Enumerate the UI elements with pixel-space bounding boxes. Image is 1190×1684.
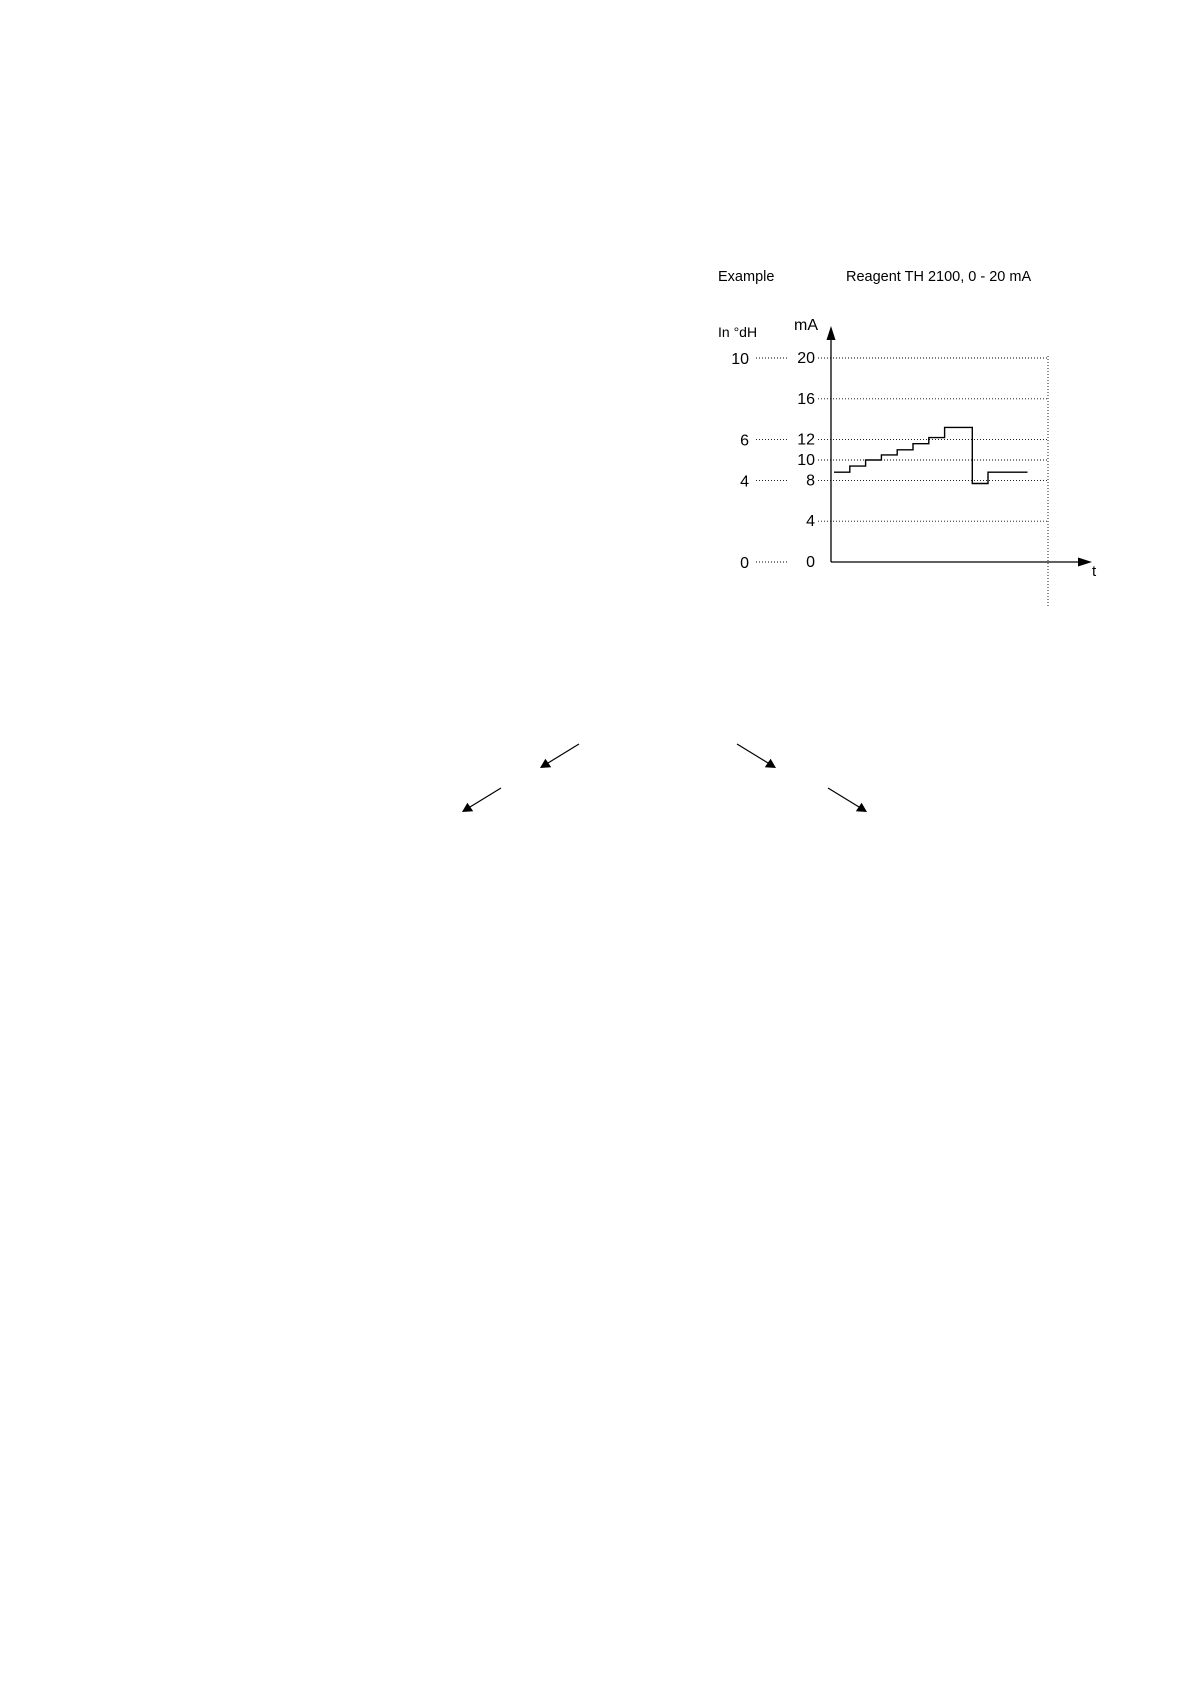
series-line bbox=[834, 427, 1028, 483]
secondary-y-tick-label: 6 bbox=[740, 432, 749, 450]
y-tick-label: 10 bbox=[797, 452, 815, 469]
secondary-y-tick-label: 4 bbox=[740, 473, 749, 491]
chart-title: Reagent TH 2100, 0 - 20 mA bbox=[846, 269, 1032, 285]
y-tick-label: 8 bbox=[806, 472, 815, 490]
y-tick-label: 0 bbox=[806, 554, 815, 571]
x-axis-label: t bbox=[1092, 563, 1097, 580]
arrow-right-lower bbox=[828, 788, 867, 812]
secondary-y-tick-label: 0 bbox=[740, 555, 749, 572]
y-tick-label: 12 bbox=[797, 431, 815, 449]
arrow-right-upper bbox=[737, 744, 776, 768]
arrow-left-lower bbox=[462, 788, 501, 812]
y-tick-label: 20 bbox=[797, 350, 815, 367]
grid-lines bbox=[818, 358, 1048, 521]
secondary-y-tick-label: 10 bbox=[731, 351, 749, 368]
y-axis-label: mA bbox=[794, 317, 818, 334]
secondary-y-axis-label: In °dH bbox=[718, 324, 758, 340]
primary-axis-ticks bbox=[797, 350, 815, 571]
secondary-axis-ticks bbox=[731, 351, 788, 572]
y-tick-label: 4 bbox=[806, 513, 815, 531]
y-tick-label: 16 bbox=[797, 390, 815, 408]
x-axis-arrowhead bbox=[1078, 558, 1092, 567]
arrow-left-upper bbox=[540, 744, 579, 768]
y-axis-arrowhead bbox=[827, 326, 836, 340]
example-label: Example bbox=[718, 269, 775, 285]
